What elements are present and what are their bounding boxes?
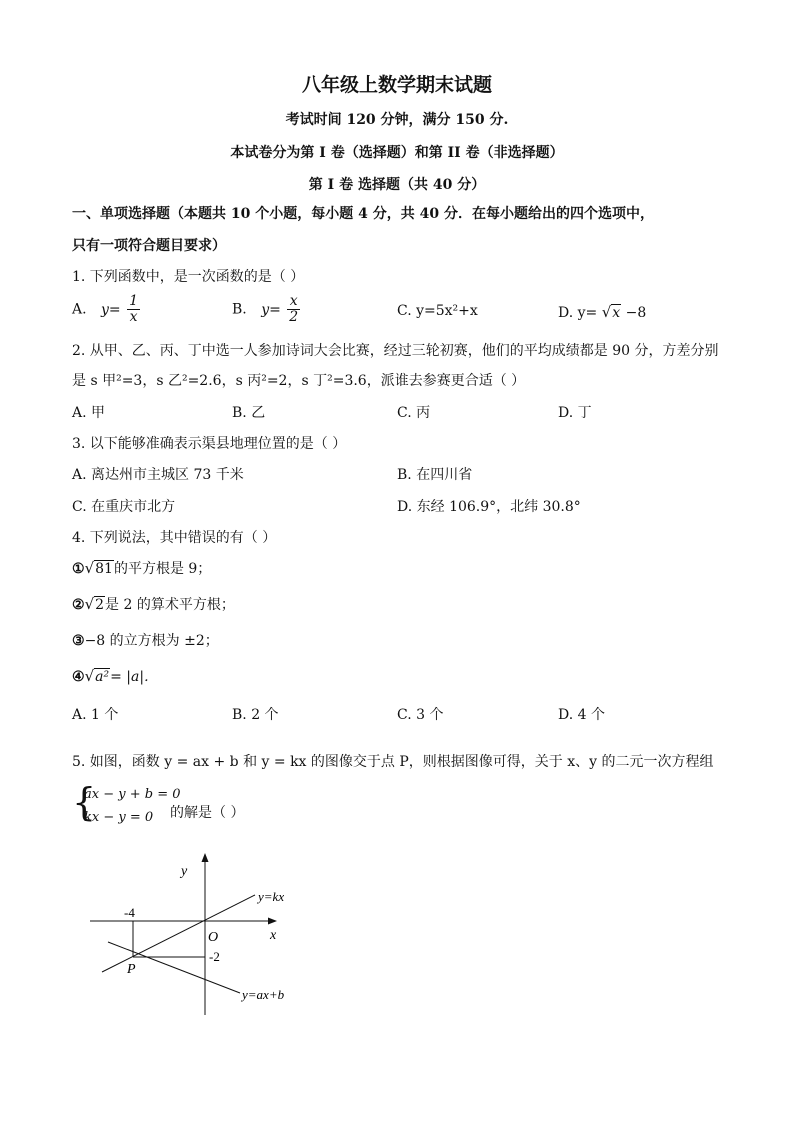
q4-s4-radicand: a² [95, 669, 110, 685]
q4-statement-2: ②√2是 2 的算术平方根； [72, 595, 235, 613]
q1-b-numerator: x [287, 294, 300, 310]
q4-s2-tail: 是 2 的算术平方根； [105, 597, 235, 613]
q1-option-b [232, 294, 302, 325]
kx-line-label: y=kx [258, 889, 285, 904]
q5-stem: 5. 如图，函数 y = ax + b 和 y = kx 的图像交于点 P，则根据图像可得，关于 x、y 的二元一次方程组 [72, 754, 714, 770]
q5-function-graph [80, 850, 320, 1020]
q4-s1-radicand: 81 [95, 561, 113, 577]
q4-statement-3 [72, 630, 219, 650]
section1-heading-line2: 只有一项符合题目要求） [72, 238, 226, 254]
q1-d-tail: −8 [625, 305, 647, 321]
q1-b-y: y= [261, 301, 281, 318]
q1-b-fraction [287, 294, 300, 325]
axb-line-label: y=ax+b [242, 987, 285, 1002]
exam-time-info: 考试时间 120 分钟，满分 150 分. [285, 112, 509, 128]
q1-option-a [72, 294, 142, 325]
q3-option-c: C. 在重庆市北方 [72, 499, 176, 515]
q5-equation-2: kx − y = 0 [84, 810, 154, 825]
q1-b-denominator: 2 [289, 309, 299, 325]
q5-brace: { [72, 780, 97, 824]
q4-stem: 4. 下列说法，其中错误的有（ ） [72, 530, 277, 546]
point-p-label: P [127, 962, 136, 977]
x-axis-label: x [270, 928, 277, 943]
origin-label: O [208, 930, 219, 945]
q1-a-denominator: x [129, 309, 138, 325]
q5-stem-tail: 的解是（ ） [170, 805, 245, 821]
x-axis-arrow [268, 918, 277, 925]
q1-a-fraction [127, 294, 140, 325]
y-value-label: -2 [209, 949, 220, 964]
exam-structure: 本试卷分为第 I 卷（选择题）和第 II 卷（非选择题） [230, 145, 564, 161]
q4-s2-mark: ② [72, 597, 85, 613]
q1-option-c: C. y=5x²+x [397, 303, 478, 319]
q1-a-y: y= [101, 301, 121, 318]
exam-title: 八年级上数学期末试题 [301, 74, 492, 96]
section1-heading-line1: 一、单项选择题（本题共 10 个小题，每小题 4 分，共 40 分．在每小题给出的四个选项中， [72, 206, 654, 222]
q4-s1-mark: ① [72, 561, 85, 577]
q4-option-b: B. 2 个 [232, 707, 279, 723]
q4-s1-tail: 的平方根是 9； [113, 561, 212, 577]
part1-heading: 第 I 卷 选择题（共 40 分） [308, 177, 486, 193]
q3-option-a: A. 离达州市主城区 73 千米 [72, 467, 244, 483]
q4-statement-1: ①√81的平方根是 9； [72, 559, 212, 577]
y-axis-arrow [202, 853, 209, 862]
q4-option-a: A. 1 个 [72, 707, 119, 723]
q1-d-label: D. y= [558, 305, 598, 321]
y-axis-label: y [181, 864, 188, 879]
q4-s2-radicand: 2 [95, 597, 105, 613]
q2-stem-line1: 2. 从甲、乙、丙、丁中选一人参加诗词大会比赛，经过三轮初赛，他们的平均成绩都是 90 分，方差分别 [72, 343, 719, 359]
q2-stem-line2: 是 s 甲²=3，s 乙²=2.6，s 丙²=2，s 丁²=3.6，派谁去参赛更合适（ ） [72, 373, 526, 389]
q4-s3-text: −8 的立方根为 ±2； [84, 633, 219, 649]
q1-b-label: B. [232, 301, 247, 318]
q1-a-label: A. [72, 301, 87, 318]
q4-option-c: C. 3 个 [397, 707, 444, 723]
q4-s4-mark: ④ [72, 669, 85, 685]
q2-option-d: D. 丁 [558, 405, 592, 421]
q1-stem: 1. 下列函数中，是一次函数的是（ ） [72, 269, 305, 285]
q4-s4-tail: = |a|． [110, 669, 159, 685]
q5-equation-1: ax − y + b = 0 [84, 787, 181, 802]
q3-option-b: B. 在四川省 [397, 467, 473, 483]
x-value-label: -4 [124, 905, 135, 920]
q1-d-radicand: x [612, 305, 621, 321]
q3-option-d: D. 东经 106.9°，北纬 30.8° [397, 499, 581, 515]
q1-option-d: D. y= √x −8 [558, 303, 647, 321]
q4-option-d: D. 4 个 [558, 707, 605, 723]
q2-option-c: C. 丙 [397, 405, 431, 421]
q2-option-a: A. 甲 [72, 405, 106, 421]
q4-statement-4: ④√a²= |a|． [72, 667, 159, 685]
q2-option-b: B. 乙 [232, 405, 266, 421]
q4-s3-mark: ③ [72, 633, 85, 649]
q3-stem: 3. 以下能够准确表示渠县地理位置的是（ ） [72, 436, 347, 452]
q1-a-numerator: 1 [129, 293, 139, 309]
